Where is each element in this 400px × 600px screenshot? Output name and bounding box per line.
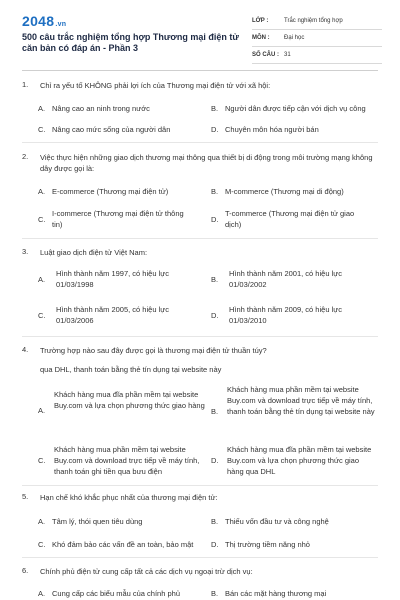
option-letter: A. — [38, 406, 46, 415]
option-letter: B. — [211, 187, 219, 196]
option-text: Tâm lý, thói quen tiêu dùng — [52, 517, 143, 526]
option-letter: C. — [38, 215, 46, 224]
option-text: Khách hàng mua đĩa phần mềm tại website Buy.com và lựa chọn phương thức giao hàng qua DHL — [227, 445, 372, 476]
option-letter: C. — [38, 125, 46, 134]
option-text: Khách hàng mua phần mềm tại website Buy.com và download trực tiếp về máy tính, thanh toán bằng thẻ tín dụng tại website này — [227, 385, 375, 416]
option-letter: A. — [38, 589, 46, 598]
option-letter: B. — [211, 517, 219, 526]
option-letter: A. — [38, 187, 46, 196]
option-letter: B. — [211, 589, 219, 598]
question-text: Việc thực hiện những giao dịch thương mại thông qua thiết bị di động trong môi trường mạng không dây được gọi là: — [40, 153, 373, 173]
option-text: Khách hàng mua đĩa phần mềm tại website Buy.com và lựa chọn phương thức giao hàng — [54, 390, 205, 410]
meta-key: SỐ CÂU : — [252, 52, 279, 58]
question-text: Hạn chế khó khắc phục nhất của thương mại điện tử: — [40, 493, 218, 502]
meta-key: LỚP : — [252, 18, 269, 24]
question-number: 3. — [22, 247, 29, 256]
option-text: T-commerce (Thương mại điện tử giao dịch) — [225, 209, 355, 229]
question-number: 4. — [22, 345, 29, 354]
page-title: 500 câu trắc nghiệm tổng hợp Thương mại điện tử căn bản có đáp án - Phần 3 — [22, 32, 239, 53]
question-text: Trường hợp nào sau đây được gọi là thương mại điện tử thuần túy? — [40, 346, 267, 355]
meta-info — [252, 13, 382, 64]
option-letter: A. — [38, 104, 46, 113]
logo-suffix: .vn — [55, 21, 67, 28]
meta-row-class — [252, 13, 382, 30]
question-number: 2. — [22, 152, 29, 161]
option-text: Cung cấp các biểu mẫu của chính phủ — [52, 589, 181, 598]
option-letter: C. — [38, 311, 46, 320]
option-letter: D. — [211, 215, 219, 224]
option-text: Khó đảm bảo các vấn đề an toàn, bảo mật — [52, 540, 194, 549]
option-letter: D. — [211, 125, 219, 134]
option-letter: A. — [38, 275, 46, 284]
question-divider — [22, 557, 378, 558]
option-text: Hình thành năm 2005, có hiệu lực 01/03/2006 — [56, 305, 170, 325]
option-text: Hình thành năm 2009, có hiệu lực 01/03/2010 — [229, 305, 343, 325]
option-text: M-commerce (Thương mại di động) — [225, 187, 344, 196]
question-text: Luật giao dịch điện tử Việt Nam: — [40, 248, 148, 257]
option-letter: B. — [211, 275, 219, 284]
question-divider — [22, 238, 378, 239]
meta-value: Đại học — [284, 35, 305, 41]
option-text: Nâng cao an ninh trong nước — [52, 104, 150, 113]
site-logo[interactable] — [22, 13, 66, 29]
option-letter: C. — [38, 456, 46, 465]
document-header — [0, 0, 400, 66]
option-letter: D. — [211, 311, 219, 320]
option-letter: D. — [211, 456, 219, 465]
option-text: Thị trường tiềm năng nhỏ — [225, 540, 310, 549]
question-subtext: qua DHL, thanh toán bằng thẻ tín dụng tại website này — [40, 365, 222, 374]
question-number: 6. — [22, 566, 29, 575]
option-letter: A. — [38, 517, 46, 526]
option-letter: B. — [211, 407, 219, 416]
meta-row-count — [252, 47, 382, 64]
meta-key: MÔN : — [252, 35, 270, 41]
option-text: Khách hàng mua phần mềm tại website Buy.com và download trực tiếp về máy tính, thanh toán ghi tiền qua bưu điện — [54, 445, 200, 476]
option-text: I-commerce (Thương mại điện tử thông tin) — [52, 209, 184, 229]
question-number: 5. — [22, 492, 29, 501]
question-text: Chính phủ điện tử cung cấp tất cả các dịch vụ ngoại trừ dịch vụ: — [40, 567, 253, 576]
option-text: Nâng cao mức sống của người dân — [52, 125, 171, 134]
meta-value: Trắc nghiệm tổng hợp — [284, 18, 343, 24]
option-text: Người dân được tiếp cận với dịch vụ công — [225, 104, 366, 113]
meta-row-subject — [252, 30, 382, 47]
option-letter: B. — [211, 104, 219, 113]
question-divider — [22, 336, 378, 337]
option-text: Hình thành năm 2001, có hiệu lực 01/03/2002 — [229, 269, 343, 289]
option-text: Hình thành năm 1997, có hiệu lực 01/03/1998 — [56, 269, 170, 289]
option-letter: D. — [211, 540, 219, 549]
option-text: Thiếu vốn đầu tư và công nghệ — [225, 517, 329, 526]
option-letter: C. — [38, 540, 46, 549]
meta-value: 31 — [284, 52, 291, 58]
option-text: E-commerce (Thương mại điện tử) — [52, 187, 169, 196]
question-text: Chỉ ra yếu tố KHÔNG phải lợi ích của Thương mại điện tử với xã hội: — [40, 81, 271, 90]
question-divider — [22, 485, 378, 486]
option-text: Bán các mặt hàng thương mại — [225, 589, 327, 598]
option-text: Chuyên môn hóa người bán — [225, 125, 319, 134]
question-number: 1. — [22, 80, 29, 89]
header-divider — [22, 70, 378, 71]
question-divider — [22, 142, 378, 143]
logo-main: 2048 — [22, 13, 55, 29]
